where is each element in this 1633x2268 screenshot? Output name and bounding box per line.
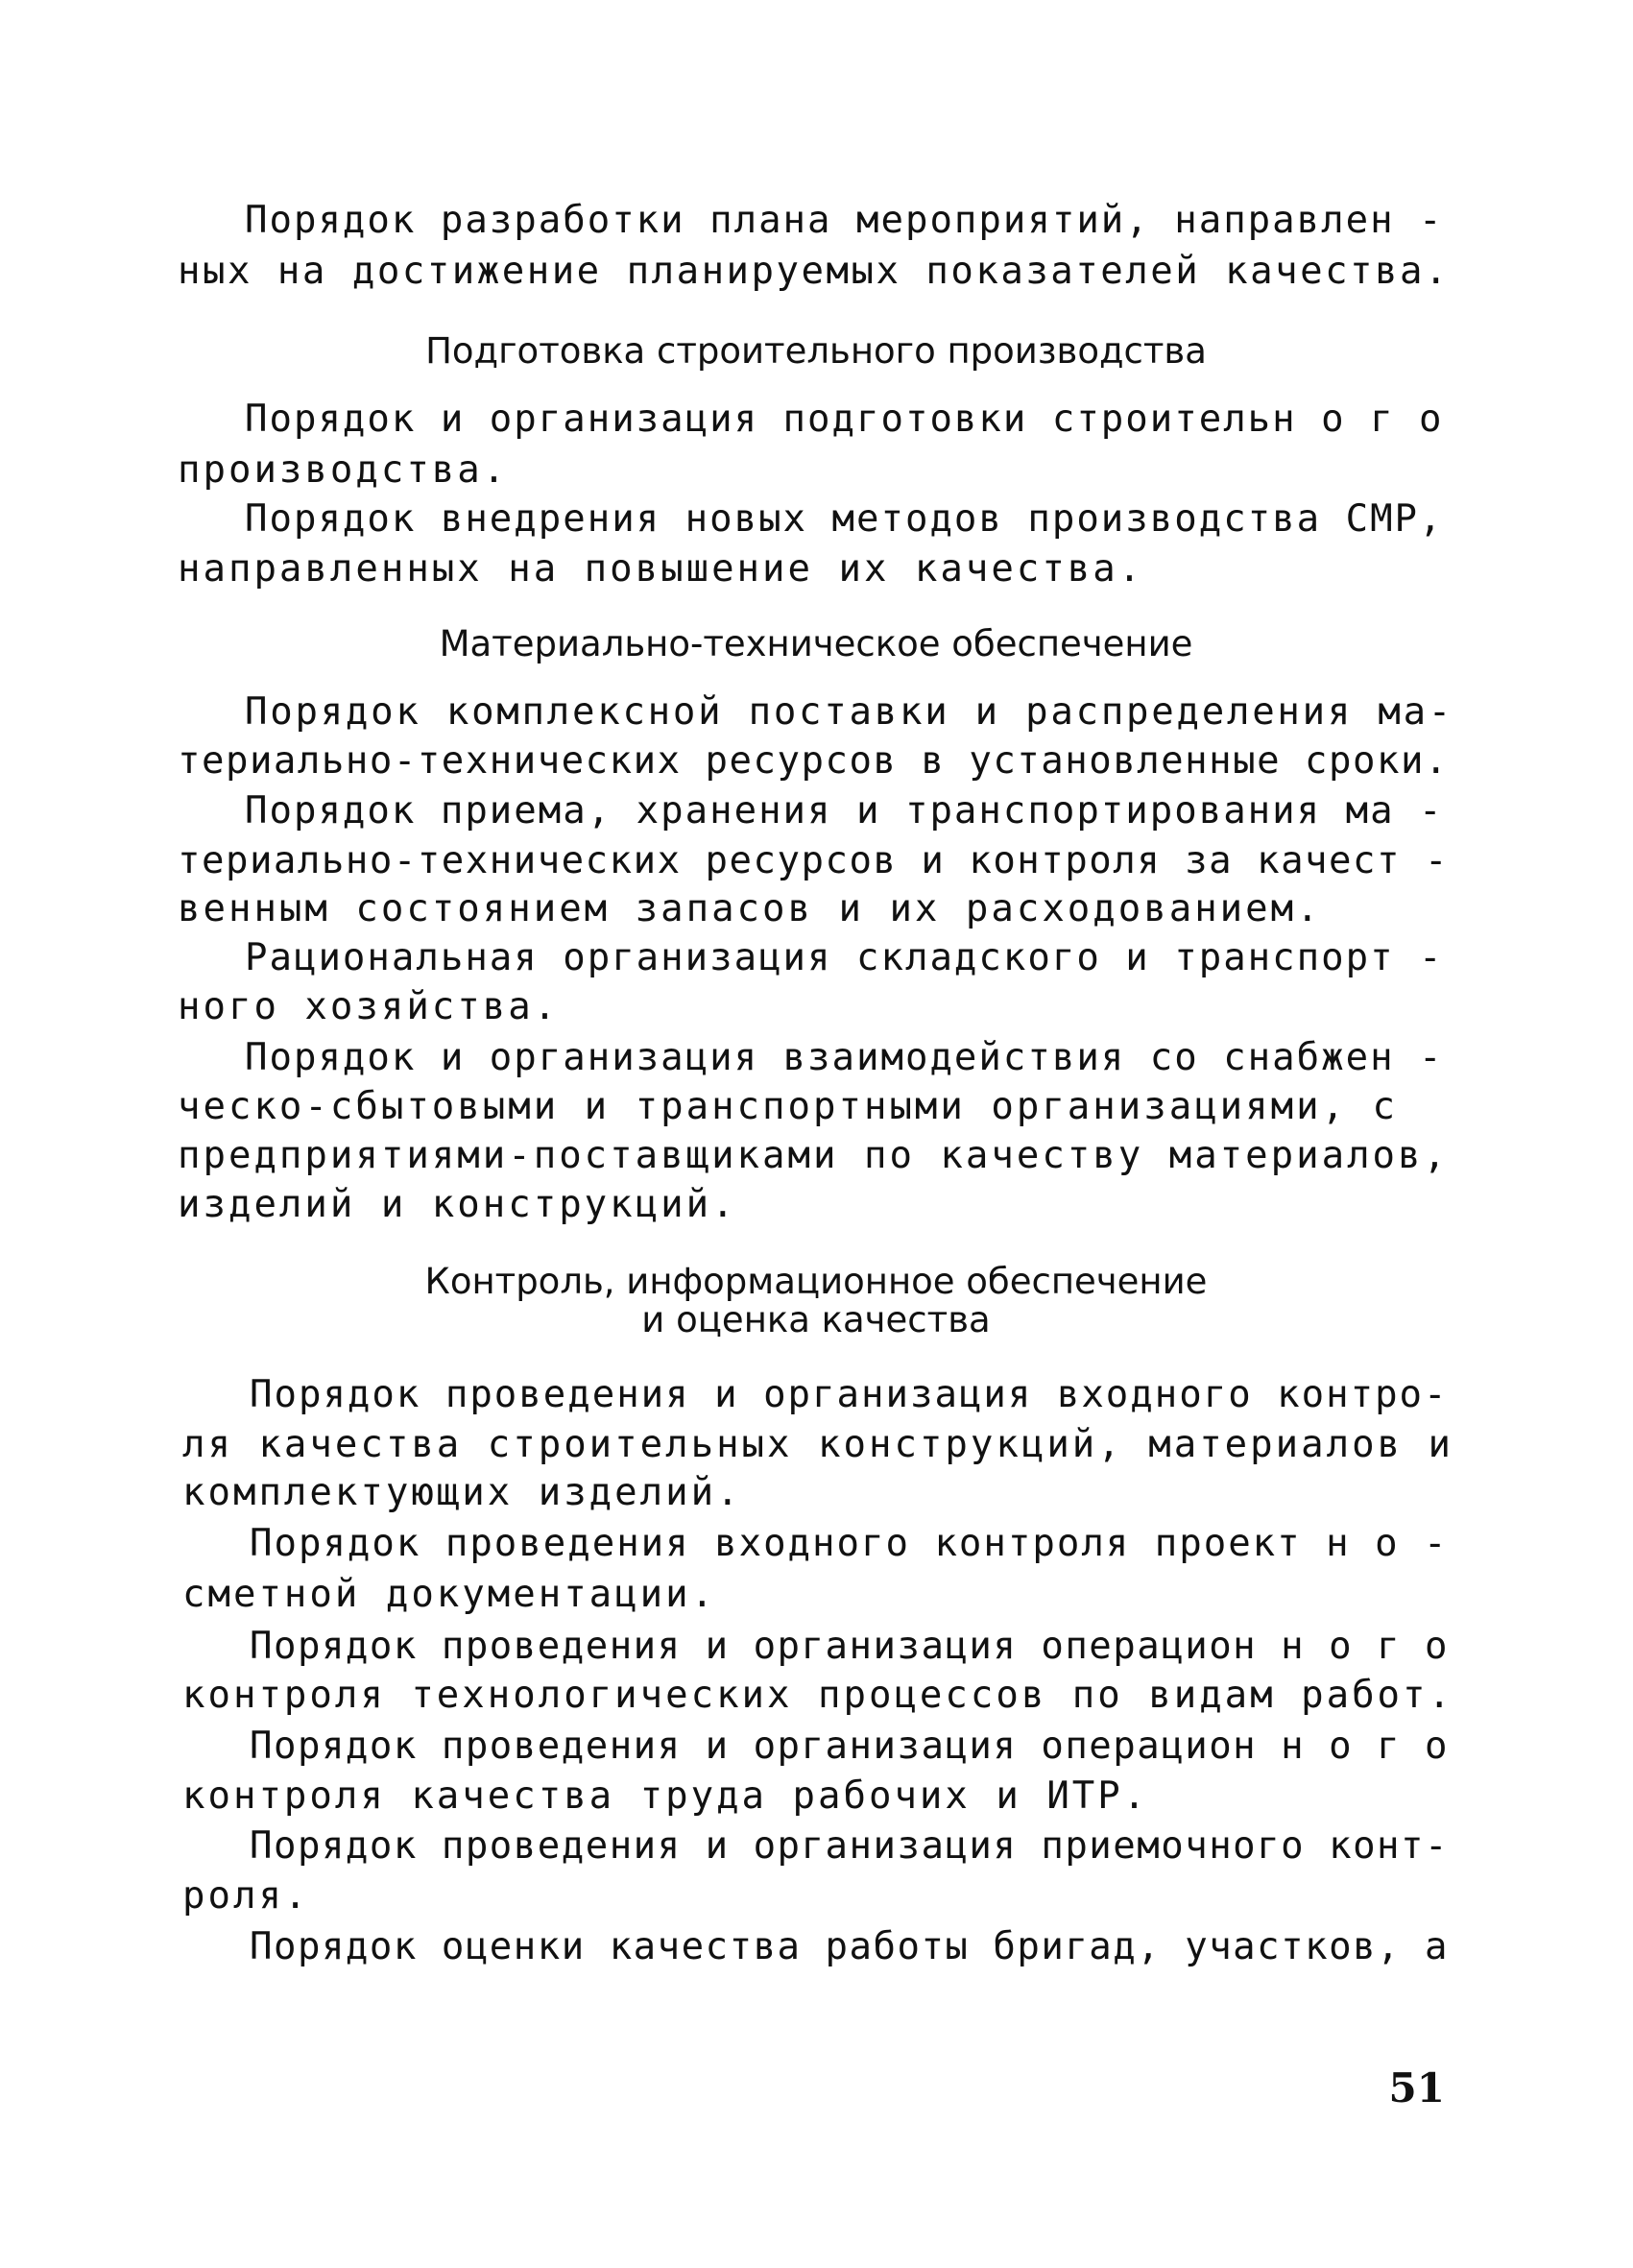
section-heading-preparation: Подготовка строительного производства bbox=[425, 330, 1207, 372]
control-paragraph-line: Порядок оценки качества работы бригад, участков, а bbox=[250, 1925, 1449, 1968]
control-paragraph-line: сметной документации. bbox=[182, 1573, 717, 1616]
page-number: 51 bbox=[1388, 2064, 1445, 2111]
control-paragraph-line: контроля технологических процессов по видам работ. bbox=[182, 1674, 1453, 1717]
supply-paragraph-line: териально-технических ресурсов в установленные сроки. bbox=[178, 739, 1449, 783]
supply-paragraph-line: предприятиями-поставщиками по качеству материалов, bbox=[178, 1134, 1449, 1177]
control-paragraph-line: Порядок проведения и организация операцион н о г о bbox=[250, 1625, 1449, 1668]
intro-paragraph-line: ных на достижение планируемых показателей качества. bbox=[178, 250, 1450, 293]
section-heading-control: Контроль, информационное обеспечение bbox=[424, 1261, 1208, 1302]
control-paragraph-line: Порядок проведения и организация приемочного конт- bbox=[250, 1824, 1449, 1868]
supply-paragraph-line: ческо-сбытовыми и транспортными организациями, с bbox=[178, 1085, 1399, 1128]
control-paragraph-line: Порядок проведения входного контроля проект н о - bbox=[250, 1522, 1449, 1565]
supply-paragraph-line: териально-технических ресурсов и контроля за качест - bbox=[178, 839, 1449, 882]
section-heading-supply: Материально-техническое обеспечение bbox=[439, 623, 1193, 664]
supply-paragraph-line: Порядок приема, хранения и транспортирования ма - bbox=[245, 789, 1444, 832]
supply-paragraph-line: ного хозяйства. bbox=[178, 985, 560, 1028]
section-heading-control-second-line: и оценка качества bbox=[641, 1299, 991, 1340]
control-paragraph-line: роля. bbox=[182, 1874, 310, 1918]
preparation-paragraph-line: производства. bbox=[178, 448, 509, 492]
supply-paragraph-line: Рациональная организация складского и транспорт - bbox=[245, 936, 1444, 979]
control-paragraph-line: контроля качества труда рабочих и ИТР. bbox=[182, 1774, 1149, 1818]
control-paragraph-line: ля качества строительных конструкций, материалов и bbox=[182, 1423, 1453, 1466]
preparation-paragraph-line: направленных на повышение их качества. bbox=[178, 547, 1144, 591]
preparation-paragraph-line: Порядок внедрения новых методов производства СМР, bbox=[245, 497, 1444, 541]
control-paragraph-line: Порядок проведения и организация входного контро- bbox=[250, 1373, 1449, 1416]
control-paragraph-line: Порядок проведения и организация операцион н о г о bbox=[250, 1725, 1449, 1768]
supply-paragraph-line: изделий и конструкций. bbox=[178, 1183, 737, 1226]
supply-paragraph-line: Порядок и организация взаимодействия со снабжен - bbox=[245, 1036, 1444, 1079]
control-paragraph-line: комплектующих изделий. bbox=[182, 1471, 742, 1514]
supply-paragraph-line: венным состоянием запасов и их расходованием. bbox=[178, 887, 1322, 930]
intro-paragraph-line: Порядок разработки плана мероприятий, направлен - bbox=[245, 199, 1444, 242]
preparation-paragraph-line: Порядок и организация подготовки строительн о г о bbox=[245, 398, 1444, 441]
supply-paragraph-line: Порядок комплексной поставки и распределения ма- bbox=[245, 690, 1454, 734]
